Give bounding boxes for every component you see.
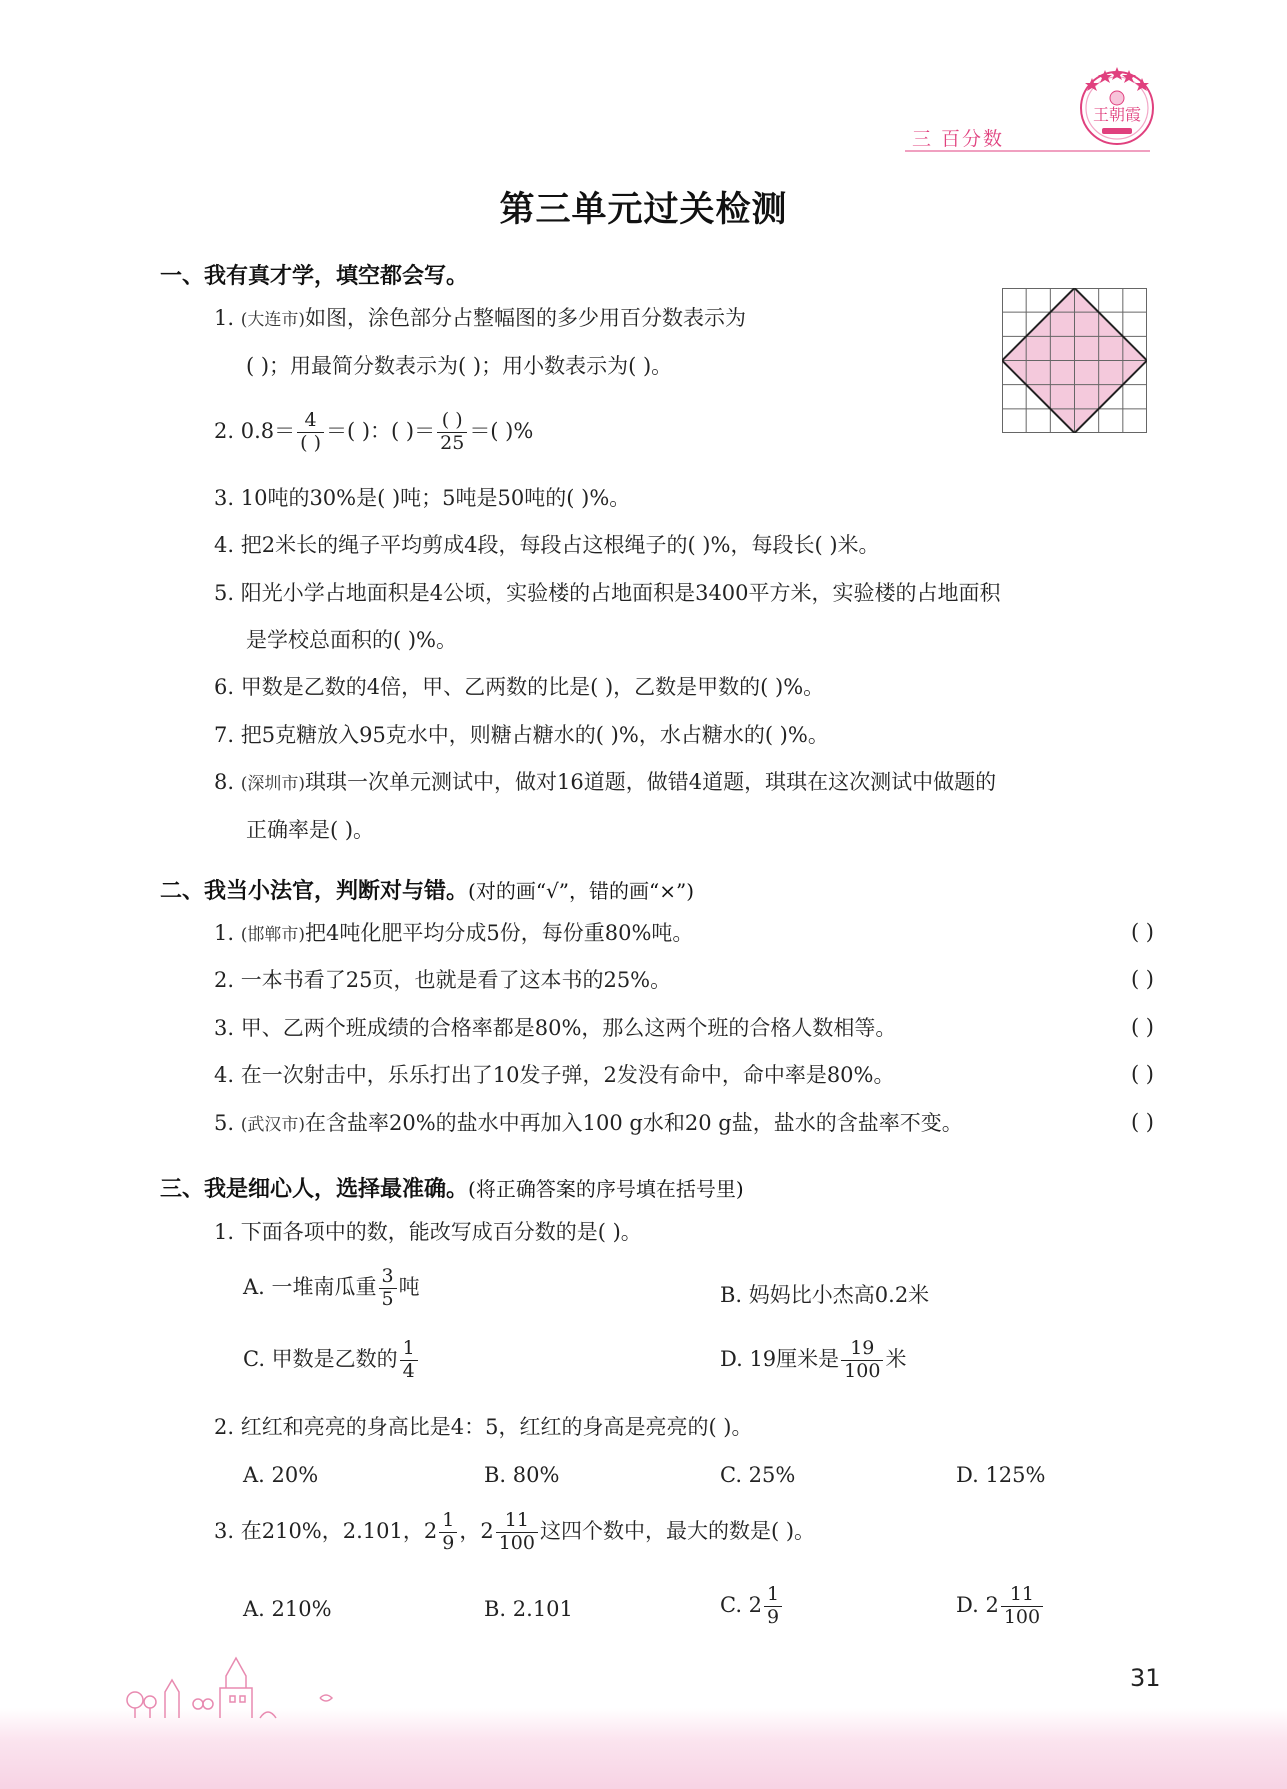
s3-q1-option-a: A. 一堆南瓜重 $\frac{3}{5}$ 吨 xyxy=(243,1265,420,1310)
answer-paren[interactable]: ( ) xyxy=(1130,920,1154,944)
judgement-item: 5. (武汉市)在含盐率20%的盐水中再加入100 g水和20 g盐，盐水的含盐率不变。 xyxy=(214,1111,963,1135)
s3-q2-option-b: B. 80% xyxy=(484,1463,560,1487)
section3-note: (将正确答案的序号填在括号里) xyxy=(468,1177,744,1201)
s1-q1-text: 如图，涂色部分占整幅图的多少用百分数表示为 xyxy=(304,306,746,330)
answer-paren[interactable]: ( ) xyxy=(1130,1015,1154,1039)
section1-heading: 一、我有真才学，填空都会写。 xyxy=(160,264,469,289)
section3-heading: 三、我是细心人，选择最准确。(将正确答案的序号填在括号里) xyxy=(160,1177,744,1202)
publisher-logo xyxy=(1072,60,1162,150)
grid-figure xyxy=(1002,288,1147,433)
judgement-item: 4. 在一次射击中，乐乐打出了10发子弹，2发没有命中，命中率是80%。 xyxy=(214,1063,895,1087)
s3-q3: 3. 在210%，2.101，2 $\frac{1}{9}$ ，2 $\frac{11}{100}$ 这四个数中，最大的数是( )。 xyxy=(214,1509,816,1554)
header-underline xyxy=(905,150,1150,152)
s1-q8-line2: 正确率是( )。 xyxy=(246,818,375,842)
s3-q1-option-c: C. 甲数是乙数的 $\frac{1}{4}$ xyxy=(243,1338,420,1383)
s1-q1-line2: ( )；用最简分数表示为( )；用小数表示为( )。 xyxy=(246,354,673,378)
s1-q2-frac2: $\frac{( )}{25}$ xyxy=(437,410,467,455)
page-number: 31 xyxy=(1130,1664,1161,1692)
s3-q1-option-b: B. 妈妈比小杰高0.2米 xyxy=(720,1283,930,1307)
s1-q2-frac1: $\frac{4}{( )}$ xyxy=(297,410,324,455)
s1-q3: 3. 10吨的30%是( )吨；5吨是50吨的( )%。 xyxy=(214,486,631,510)
page-title: 第三单元过关检测 xyxy=(499,190,788,230)
s1-q1-source: (大连市) xyxy=(240,310,305,330)
chapter-label: 三 百分数 xyxy=(912,128,1005,150)
s1-q6: 6. 甲数是乙数的4倍，甲、乙两数的比是( )，乙数是甲数的( )%。 xyxy=(214,675,825,699)
answer-paren[interactable]: ( ) xyxy=(1130,1062,1154,1086)
s3-q2: 2. 红红和亮亮的身高比是4：5，红红的身高是亮亮的( )。 xyxy=(214,1415,753,1439)
judgement-item: 1. (邯郸市)把4吨化肥平均分成5份，每份重80%吨。 xyxy=(214,921,694,945)
answer-paren[interactable]: ( ) xyxy=(1130,967,1154,991)
s3-q1-option-d: D. 19厘米是 $\frac{19}{100}$ 米 xyxy=(720,1337,907,1382)
section2-note: (对的画“√”，错的画“×”) xyxy=(468,879,695,903)
s3-q3-option-a: A. 210% xyxy=(243,1597,332,1621)
s3-q3-option-d: D. 2 $\frac{11}{100}$ xyxy=(956,1584,1045,1629)
judgement-item: 3. 甲、乙两个班成绩的合格率都是80%，那么这两个班的合格人数相等。 xyxy=(214,1016,897,1040)
s3-q2-option-d: D. 125% xyxy=(956,1463,1046,1487)
section2-heading: 二、我当小法官，判断对与错。(对的画“√”，错的画“×”) xyxy=(160,879,695,904)
s1-q1-line1: 1. (大连市)如图，涂色部分占整幅图的多少用百分数表示为 xyxy=(214,306,746,330)
s1-q7: 7. 把5克糖放入95克水中，则糖占糖水的( )%，水占糖水的( )%。 xyxy=(214,723,829,747)
s3-q3-option-c: C. 2 $\frac{1}{9}$ xyxy=(720,1584,784,1629)
svg-text:王朝霞: 王朝霞 xyxy=(1092,105,1142,124)
castle-doodle-icon xyxy=(120,1640,350,1720)
s1-q2: 2. 0.8＝ $\frac{4}{( )}$ ＝( )：( )＝ $\frac{( )}{25}$ ＝( )% xyxy=(214,409,534,454)
s3-q2-option-c: C. 25% xyxy=(720,1463,796,1487)
s3-q1: 1. 下面各项中的数，能改写成百分数的是( )。 xyxy=(214,1220,642,1244)
s1-q5-line1: 5. 阳光小学占地面积是4公顷，实验楼的占地面积是3400平方米，实验楼的占地面积 xyxy=(214,581,1001,605)
s1-q5-line2: 是学校总面积的( )%。 xyxy=(246,628,458,652)
s3-q2-option-a: A. 20% xyxy=(243,1463,319,1487)
s1-q8-line1: 8. (深圳市)琪琪一次单元测试中，做对16道题，做错4道题，琪琪在这次测试中做题的 xyxy=(214,770,997,794)
footer-band xyxy=(0,1708,1287,1789)
s3-q3-option-b: B. 2.101 xyxy=(484,1597,573,1621)
judgement-item: 2. 一本书看了25页，也就是看了这本书的25%。 xyxy=(214,968,672,992)
grid-lines xyxy=(1002,288,1147,433)
s1-q4: 4. 把2米长的绳子平均剪成4段，每段占这根绳子的( )%，每段长( )米。 xyxy=(214,533,880,557)
answer-paren[interactable]: ( ) xyxy=(1130,1110,1154,1134)
